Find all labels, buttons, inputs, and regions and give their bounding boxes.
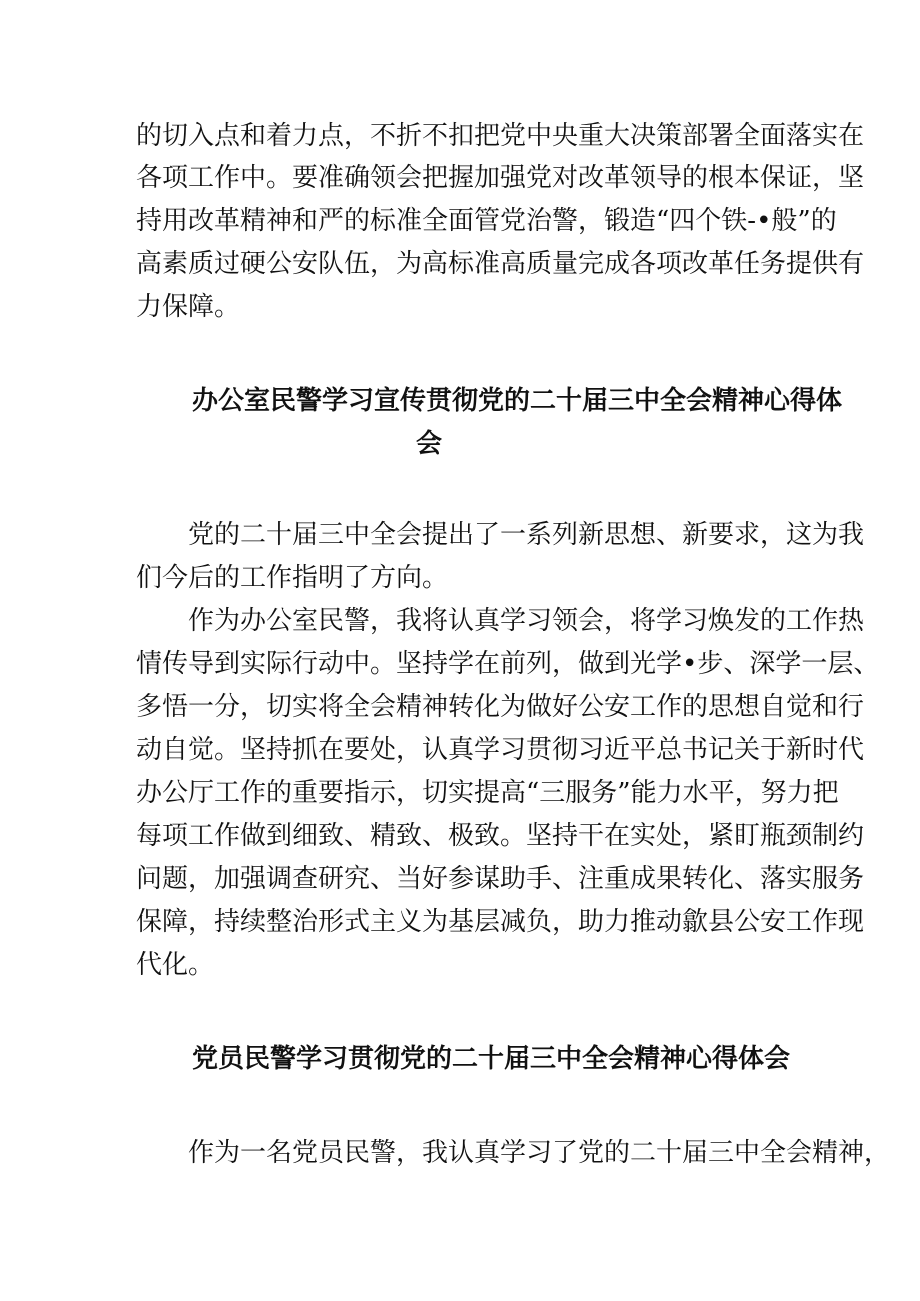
body-line (0, 558, 920, 598)
body-text: 作为一名党员民警，我认真学习了党的二十届三中全会精神， (188, 1138, 891, 1168)
body-text: 保障，持续整治形式主义为基层减负，助力推动歙县公安工作现 (136, 907, 865, 937)
section-title-text: 党员民警学习贯彻党的二十届三中全会精神心得体会 (192, 1044, 791, 1074)
body-text: 动自觉。坚持抓在要处，认真学习贯彻习近平总书记关于新时代 (136, 735, 865, 765)
body-text: 问题，加强调查研究、当好参谋助手、注重成果转化、落实服务 (136, 864, 865, 894)
body-text: 们今后的工作指明了方向。 (136, 563, 449, 593)
body-line (0, 116, 920, 156)
body-line (0, 158, 920, 198)
body-text: 作为办公室民警，我将认真学习领会，将学习焕发的工作热 (188, 606, 865, 636)
body-line (0, 601, 920, 641)
body-text: 持用改革精神和严的标准全面管党治警，锻造“四个铁-•般”的 (136, 206, 837, 236)
body-text: 多悟一分，切实将全会精神转化为做好公安工作的思想自觉和行 (136, 692, 865, 722)
body-text: 情传导到实际行动中。坚持学在前列，做到光学•步、深学一层、 (136, 649, 880, 679)
body-text: 每项工作做到细致、精致、极致。坚持干在实处，紧盯瓶颈制约 (136, 821, 865, 851)
section-title (0, 424, 920, 464)
section-title-text: 办公室民警学习宣传贯彻党的二十届三中全会精神心得体 (192, 386, 843, 416)
section-title (0, 1039, 920, 1079)
body-text: 各项工作中。要准确领会把握加强党对改革领导的根本保证，坚 (136, 163, 865, 193)
body-line (0, 816, 920, 856)
body-text: 代化。 (136, 950, 215, 980)
body-line (0, 244, 920, 284)
body-text: 高素质过硬公安队伍，为高标准高质量完成各项改革任务提供有 (136, 249, 865, 279)
body-text: 党的二十届三中全会提出了一系列新思想、新要求，这为我 (188, 520, 865, 550)
body-line (0, 859, 920, 899)
body-line (0, 287, 920, 327)
body-line (0, 945, 920, 985)
body-text: 办公厅工作的重要指示，切实提高“三服务”能力水平，努力把 (136, 778, 839, 808)
body-line (0, 1133, 920, 1173)
body-line (0, 687, 920, 727)
body-line (0, 902, 920, 942)
body-text: 力保障。 (136, 292, 241, 322)
body-line (0, 644, 920, 684)
body-text: 的切入点和着力点，不折不扣把党中央重大决策部署全面落实在 (136, 121, 865, 151)
section-title-text: 会 (416, 429, 443, 459)
body-line (0, 201, 920, 241)
body-line (0, 773, 920, 813)
body-line (0, 730, 920, 770)
section-title (0, 381, 920, 421)
body-line (0, 515, 920, 555)
